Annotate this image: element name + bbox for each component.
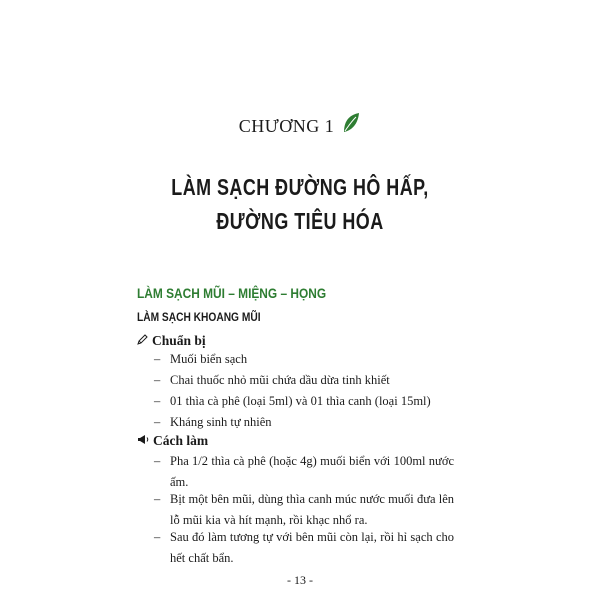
megaphone-icon	[137, 433, 149, 449]
method-item: – Sau đó làm tương tự với bên mũi còn lại, rồi hỉ sạch cho hết chất bẩn.	[154, 530, 454, 565]
prep-heading	[137, 333, 206, 349]
page-number: - 13 -	[287, 573, 313, 587]
prep-item: – Chai thuốc nhỏ mũi chứa dầu dừa tinh khiết	[154, 373, 390, 387]
section-subheading: LÀM SẠCH KHOANG MŨI	[137, 310, 261, 324]
prep-item: – Muối biển sạch	[154, 352, 248, 366]
title-line-2: ĐƯỜNG TIÊU HÓA	[216, 208, 384, 234]
section-heading: LÀM SẠCH MŨI – MIỆNG – HỌNG	[137, 285, 327, 301]
chapter-heading	[0, 112, 600, 139]
method-item: – Pha 1/2 thìa cà phê (hoặc 4g) muối biển với 100ml nước ấm.	[154, 454, 454, 489]
chapter-number: 1	[324, 116, 335, 136]
method-label: Cách làm	[153, 433, 209, 448]
prep-item: – 01 thìa cà phê (loại 5ml) và 01 thìa canh (loại 15ml)	[154, 394, 431, 408]
method-heading	[137, 433, 208, 449]
prep-label: Chuẩn bị	[152, 333, 206, 348]
title-line-1: LÀM SẠCH ĐƯỜNG HÔ HẤP,	[171, 174, 429, 200]
chapter-label: CHƯƠNG	[238, 116, 320, 136]
method-item: – Bịt một bên mũi, dùng thìa canh múc nước muối đưa lên lỗ mũi kia và hít mạnh, rồi khạc nhổ ra.	[154, 492, 454, 527]
prep-item: – Kháng sinh tự nhiên	[154, 415, 272, 429]
pencil-icon	[137, 333, 148, 349]
leaf-icon	[341, 112, 361, 139]
